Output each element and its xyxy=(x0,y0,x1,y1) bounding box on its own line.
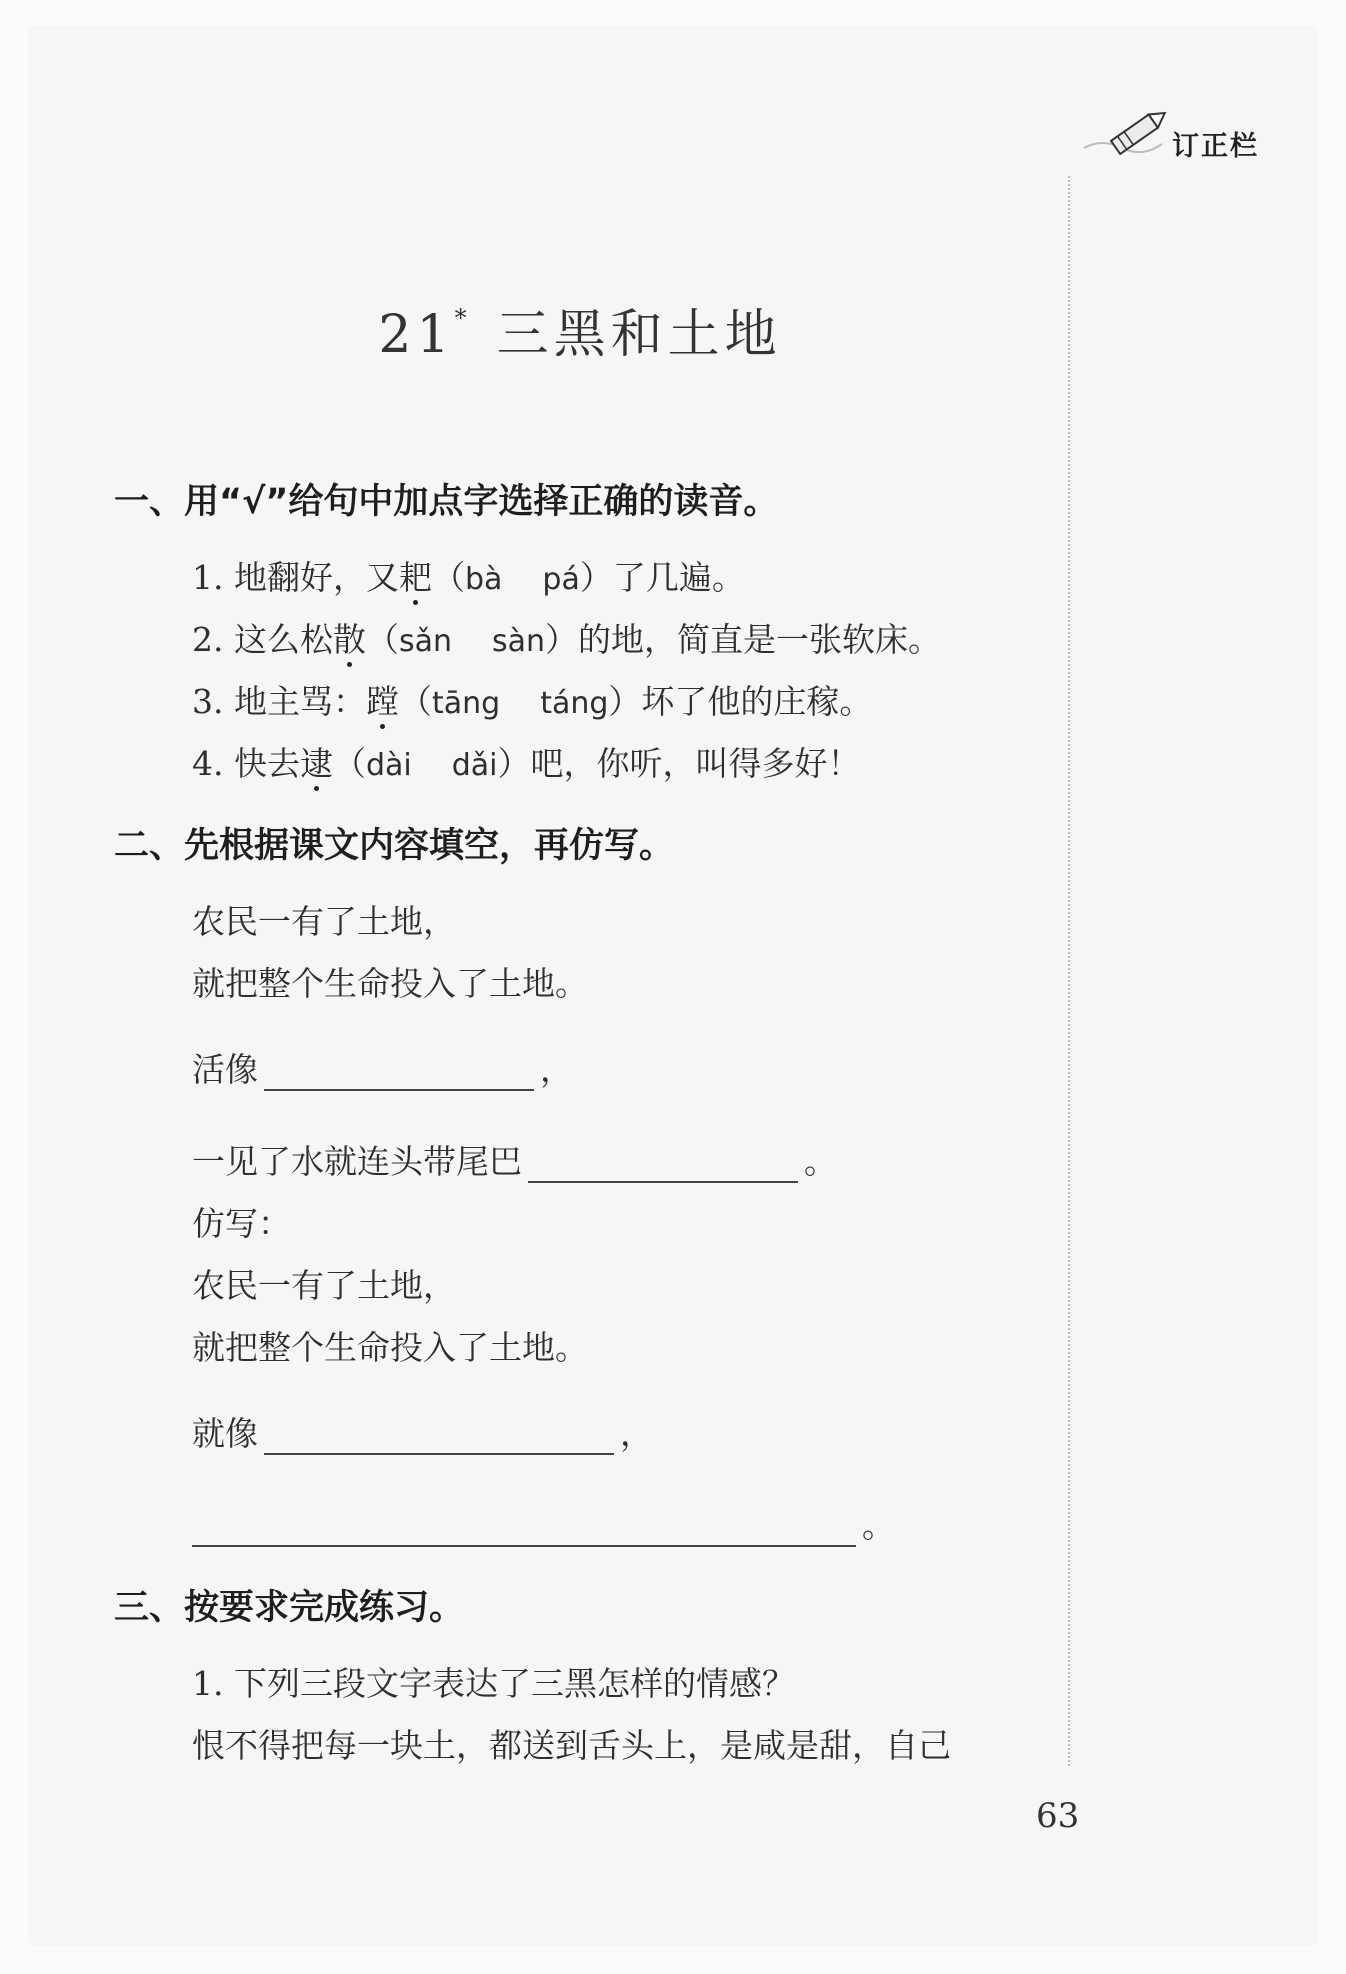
pinyin-option-1[interactable]: sǎn xyxy=(398,624,453,659)
fill-suffix: ， xyxy=(620,1414,653,1453)
item-text: 4. 快去 xyxy=(192,744,300,783)
poem-line: 就把整个生命投入了土地。 xyxy=(192,964,588,1003)
section-3-text: 恨不得把每一块土，都送到舌头上，是咸是甜，自己 xyxy=(192,1726,951,1765)
answer-blank[interactable] xyxy=(264,1417,614,1455)
dotted-char: 蹚 xyxy=(365,682,399,721)
item-text: 坏了他的庄稼。 xyxy=(641,682,873,721)
item-text: 3. 地主骂： xyxy=(192,682,366,721)
fill-line-2 xyxy=(192,1136,837,1183)
dotted-char: 逮 xyxy=(299,744,333,783)
pinyin-option-1[interactable]: bà xyxy=(464,562,503,597)
correction-column-header xyxy=(1082,108,1302,178)
section-3-question-1: 1. 下列三段文字表达了三黑怎样的情感？ xyxy=(192,1664,795,1703)
pinyin-option-2[interactable]: pá xyxy=(542,562,580,597)
item-text: 了几遍。 xyxy=(612,558,745,597)
item-text: 吧，你听，叫得多好！ xyxy=(530,744,861,783)
poem-line: 农民一有了土地， xyxy=(192,1266,456,1305)
fill-prefix: 活像 xyxy=(192,1050,258,1089)
pinyin-option-2[interactable]: sàn xyxy=(492,624,546,659)
fill-line-3 xyxy=(192,1408,653,1455)
question-3-item xyxy=(192,676,872,723)
fill-suffix: 。 xyxy=(862,1506,895,1545)
question-2-item xyxy=(192,614,941,661)
fill-prefix: 就像 xyxy=(192,1414,258,1453)
question-1-item xyxy=(192,552,745,599)
poem-line: 农民一有了土地， xyxy=(192,902,456,941)
paren-close: ） xyxy=(497,744,531,783)
pinyin-option-2[interactable]: dǎi xyxy=(451,748,498,783)
answer-blank[interactable] xyxy=(264,1053,534,1091)
fill-line-4 xyxy=(192,1500,895,1547)
paren-close: ） xyxy=(608,682,642,721)
fill-suffix: 。 xyxy=(804,1142,837,1181)
correction-column-label: 订正栏 xyxy=(1172,131,1259,162)
item-text: 1. 地翻好，又 xyxy=(192,558,399,597)
question-4-item xyxy=(192,738,861,785)
lesson-title-text: 三黑和土地 xyxy=(496,305,782,365)
page-number: 63 xyxy=(1036,1796,1080,1836)
paren-open: （ xyxy=(332,744,366,783)
correction-margin-divider xyxy=(1068,176,1070,1766)
lesson-title xyxy=(0,292,1160,367)
paren-close: ） xyxy=(545,620,579,659)
item-text: 的地，简直是一张软床。 xyxy=(578,620,942,659)
paren-open: （ xyxy=(431,558,465,597)
paren-open: （ xyxy=(398,682,432,721)
dotted-char: 散 xyxy=(332,620,366,659)
answer-blank[interactable] xyxy=(528,1145,798,1183)
lesson-number: 21 xyxy=(378,305,455,365)
answer-blank[interactable] xyxy=(192,1509,856,1547)
section-2-heading: 二、先根据课文内容填空，再仿写。 xyxy=(114,826,675,866)
section-1-heading: 一、用“√”给句中加点字选择正确的读音。 xyxy=(114,482,779,522)
paren-open: （ xyxy=(365,620,399,659)
fill-line-1 xyxy=(192,1044,573,1091)
imitate-label: 仿写： xyxy=(192,1204,291,1243)
pinyin-option-1[interactable]: dài xyxy=(365,748,412,783)
poem-line: 就把整个生命投入了土地。 xyxy=(192,1328,588,1367)
section-3-heading: 三、按要求完成练习。 xyxy=(114,1588,465,1628)
item-text: 2. 这么松 xyxy=(192,620,333,659)
fill-suffix: ， xyxy=(540,1050,573,1089)
dotted-char: 耙 xyxy=(398,558,432,597)
lesson-marker: * xyxy=(454,304,467,332)
pinyin-option-2[interactable]: táng xyxy=(540,686,609,721)
pinyin-option-1[interactable]: tāng xyxy=(431,686,501,721)
paren-close: ） xyxy=(579,558,613,597)
fill-prefix: 一见了水就连头带尾巴 xyxy=(192,1142,522,1181)
